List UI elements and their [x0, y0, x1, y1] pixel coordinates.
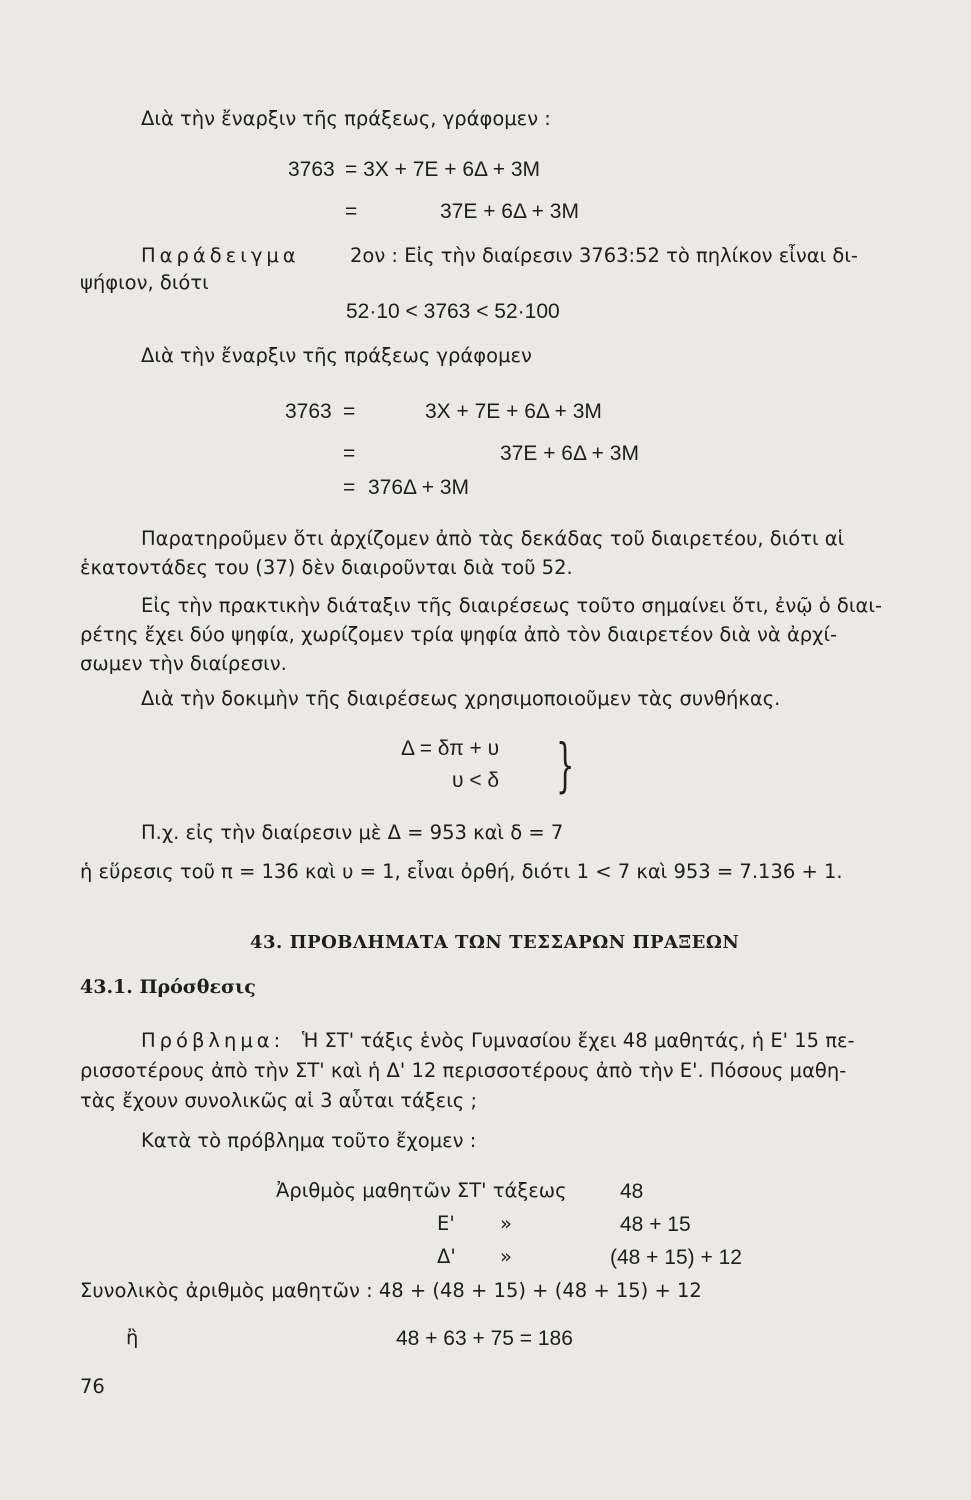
- table-label: Δ': [437, 1245, 456, 1268]
- equation-eq: =: [343, 400, 356, 423]
- equation-eq: =: [343, 442, 356, 465]
- text-line: Διὰ τὴν δοκιμὴν τῆς διαιρέσεως χρησιμοποιοῦμεν τὰς συνθήκας.: [141, 687, 781, 710]
- text-line: 2ον : Εἰς τὴν διαίρεσιν 3763:52 τὸ πηλίκον εἶναι δι-: [350, 244, 858, 267]
- equation-rhs: 376Δ + 3M: [368, 476, 470, 499]
- section-heading: 43. ΠΡΟΒΛΗΜΑΤΑ ΤΩΝ ΤΕΣΣΑΡΩΝ ΠΡΑΞΕΩΝ: [250, 932, 740, 953]
- equation-rhs: 3X + 7E + 6Δ + 3M: [425, 400, 602, 423]
- text-line: Παρατηροῦμεν ὅτι ἀρχίζομεν ἀπὸ τὰς δεκάδας τοῦ διαιρετέου, διότι αἱ: [141, 527, 845, 550]
- problem-label: Πρόβλημα:: [141, 1029, 285, 1052]
- text-line: σωμεν τὴν διαίρεσιν.: [80, 652, 287, 675]
- text-line: τὰς ἔχουν συνολικῶς αἱ 3 αὗται τάξεις ;: [80, 1089, 478, 1112]
- subsection-heading: 43.1. Πρόσθεσις: [80, 976, 256, 998]
- text-line: Διὰ τὴν ἔναρξιν τῆς πράξεως, γράφομεν :: [141, 107, 551, 130]
- total-line: Συνολικὸς ἀριθμὸς μαθητῶν : 48 + (48 + 15) + (48 + 15) + 12: [80, 1279, 702, 1302]
- table-value: 48: [620, 1180, 644, 1203]
- text-line: ρισσοτέρους ἀπὸ τὴν ΣΤ' καὶ ἡ Δ' 12 περισσοτέρους ἀπὸ τὴν Ε'. Πόσους μαθη-: [80, 1059, 847, 1082]
- ditto-mark: »: [500, 1245, 512, 1268]
- table-label: Ε': [437, 1212, 455, 1235]
- curly-brace: }: [556, 731, 575, 799]
- equation-lhs: 3763: [285, 400, 332, 423]
- or-word: ἢ: [126, 1326, 139, 1349]
- text-line: Π.χ. εἰς τὴν διαίρεσιν μὲ Δ = 953 καὶ δ = 7: [141, 821, 564, 844]
- ditto-mark: »: [500, 1212, 512, 1235]
- text-line: ἑκατοντάδες του (37) δὲν διαιροῦνται διὰ τοῦ 52.: [80, 556, 573, 579]
- table-value: (48 + 15) + 12: [610, 1246, 742, 1269]
- equation-rhs: 37E + 6Δ + 3M: [500, 442, 639, 465]
- condition: Δ = δπ + υ: [401, 737, 500, 760]
- equation-rhs: = 3X + 7E + 6Δ + 3M: [345, 158, 540, 181]
- equation-rhs: 37E + 6Δ + 3M: [440, 200, 579, 223]
- page-number: 76: [80, 1375, 105, 1398]
- table-label: Ἀριθμὸς μαθητῶν ΣΤ' τάξεως: [276, 1179, 567, 1202]
- inequality: 52·10 < 3763 < 52·100: [346, 300, 560, 323]
- text-line: Κατὰ τὸ πρόβλημα τοῦτο ἔχομεν :: [141, 1129, 477, 1152]
- text-line: ἡ εὕρεσις τοῦ π = 136 καὶ υ = 1, εἶναι ὀρθή, διότι 1 < 7 καὶ 953 = 7.136 + 1.: [80, 860, 843, 883]
- text-line: Εἰς τὴν πρακτικὴν διάταξιν τῆς διαιρέσεως τοῦτο σημαίνει ὅτι, ἐνῷ ὁ διαι-: [141, 594, 882, 617]
- example-label: Παράδειγμα: [141, 244, 300, 267]
- condition: υ < δ: [452, 769, 500, 792]
- equation-lhs: 3763: [288, 158, 335, 181]
- equation-eq: =: [345, 200, 358, 223]
- text-line: Διὰ τὴν ἔναρξιν τῆς πράξεως γράφομεν: [141, 344, 532, 367]
- equation-eq: =: [343, 476, 356, 499]
- table-value: 48 + 15: [620, 1213, 691, 1236]
- text-line: Ἡ ΣΤ' τάξις ἑνὸς Γυμνασίου ἔχει 48 μαθητάς, ἡ Ε' 15 πε-: [302, 1029, 855, 1052]
- result-equation: 48 + 63 + 75 = 186: [396, 1327, 573, 1350]
- text-line: ρέτης ἔχει δύο ψηφία, χωρίζομεν τρία ψηφία ἀπὸ τὸν διαιρετέον διὰ νὰ ἀρχί-: [80, 623, 838, 646]
- text-line: ψήφιον, διότι: [80, 271, 209, 294]
